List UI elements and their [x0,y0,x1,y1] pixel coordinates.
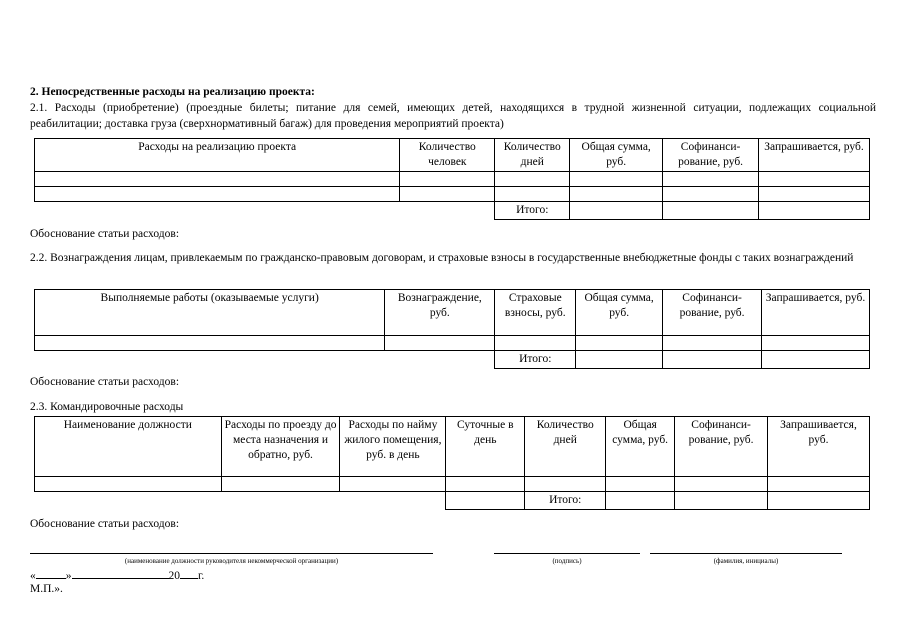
header-cell: Количество человек [400,139,495,172]
total-row [35,492,870,510]
total-label: Итого: [495,202,570,220]
justification-label: Обоснование статьи расходов: [30,518,180,530]
date-year-prefix: 20 [168,570,180,582]
cell[interactable] [576,351,663,369]
cell[interactable] [35,172,400,187]
cell[interactable] [663,202,759,220]
header-cell: Расходы на реализацию проекта [35,139,400,172]
date-close-quote: » [65,570,72,582]
header-cell: Суточные в день [446,417,525,477]
cell[interactable] [768,477,870,492]
stamp-label: М.П.». [30,583,63,595]
name-line[interactable] [650,553,842,554]
expenses-table-2 [34,289,870,369]
cell[interactable] [570,172,663,187]
justification-label: Обоснование статьи расходов: [30,228,180,240]
header-cell: Выполняемые работы (оказываемые услуги) [35,290,385,336]
subsection-2-2-text: 2.2. Вознаграждения лицам, привлекаемым по гражданско-правовым договорам, и страховые взносы в государственные внебюджетные фонды с таких вознаграждений [30,252,854,264]
travel-expenses-table [34,416,870,510]
table-header-row [35,139,870,172]
position-caption: (наименование должности руководителя некоммерческой организации) [124,557,339,565]
name-caption: (фамилия, инициалы) [713,557,779,565]
cell[interactable] [35,477,222,492]
cell[interactable] [759,202,870,220]
header-cell: Софинанси-рование, руб. [663,139,759,172]
cell[interactable] [570,202,663,220]
date-year-suffix: г. [198,570,205,582]
cell[interactable] [446,492,525,510]
header-cell: Запрашивается, руб. [759,139,870,172]
cell[interactable] [495,336,576,351]
date-open-quote: « [30,570,36,582]
cell[interactable] [35,187,400,202]
signature-caption: (подпись) [552,557,582,565]
table-header-row [35,290,870,336]
subsection-2-1-text: 2.1. Расходы (приобретение) (проездные билеты; питание для семей, имеющих детей, находящихся в трудной жизненной ситуации, подлежащих социальной реабилитации; доставка груза (сверхнормативный багаж) для проведения мероприятий проекта) [30,102,876,130]
header-cell: Страховые взносы, руб. [495,290,576,336]
total-label: Итого: [525,492,606,510]
header-cell: Наименование должности [35,417,222,477]
cell[interactable] [35,336,385,351]
header-cell: Количество дней [525,417,606,477]
total-row [35,351,870,369]
header-cell: Общая сумма, руб. [576,290,663,336]
cell[interactable] [606,477,675,492]
cell[interactable] [759,187,870,202]
table-row [35,336,870,351]
header-cell: Запрашивается, руб. [762,290,870,336]
cell[interactable] [768,492,870,510]
cell[interactable] [663,351,762,369]
section-title: 2. Непосредственные расходы на реализацию проекта: [30,86,315,98]
subsection-2-3-title: 2.3. Командировочные расходы [30,401,184,413]
cell[interactable] [385,336,495,351]
cell[interactable] [495,172,570,187]
header-cell: Софинанси-рование, руб. [663,290,762,336]
cell[interactable] [400,187,495,202]
cell[interactable] [525,477,606,492]
signature-line[interactable] [494,553,640,554]
justification-label: Обоснование статьи расходов: [30,376,180,388]
cell[interactable] [663,187,759,202]
date-line [30,568,204,582]
table-row [35,187,870,202]
cell[interactable] [576,336,663,351]
header-cell: Вознаграждение, руб. [385,290,495,336]
cell[interactable] [663,172,759,187]
cell[interactable] [762,336,870,351]
cell[interactable] [675,492,768,510]
header-cell: Расходы по проезду до места назначения и обратно, руб. [221,417,340,477]
header-cell: Расходы по найму жилого помещения, руб. в день [340,417,446,477]
total-row [35,202,870,220]
cell[interactable] [495,187,570,202]
table-row [35,477,870,492]
total-label: Итого: [495,351,576,369]
cell[interactable] [446,477,525,492]
header-cell: Общая сумма, руб. [606,417,675,477]
expenses-table-1 [34,138,870,220]
table-row [35,172,870,187]
header-cell: Общая сумма, руб. [570,139,663,172]
cell[interactable] [221,477,340,492]
header-cell: Запрашивается, руб. [768,417,870,477]
cell[interactable] [759,172,870,187]
cell[interactable] [606,492,675,510]
date-month-field[interactable] [72,568,169,579]
cell[interactable] [340,477,446,492]
cell[interactable] [675,477,768,492]
date-day-field[interactable] [36,568,66,579]
header-cell: Количество дней [495,139,570,172]
cell[interactable] [570,187,663,202]
cell[interactable] [400,172,495,187]
date-year-field[interactable] [180,568,198,579]
cell[interactable] [663,336,762,351]
table-header-row [35,417,870,477]
cell[interactable] [762,351,870,369]
header-cell: Софинанси-рование, руб. [675,417,768,477]
position-line[interactable] [30,553,433,554]
